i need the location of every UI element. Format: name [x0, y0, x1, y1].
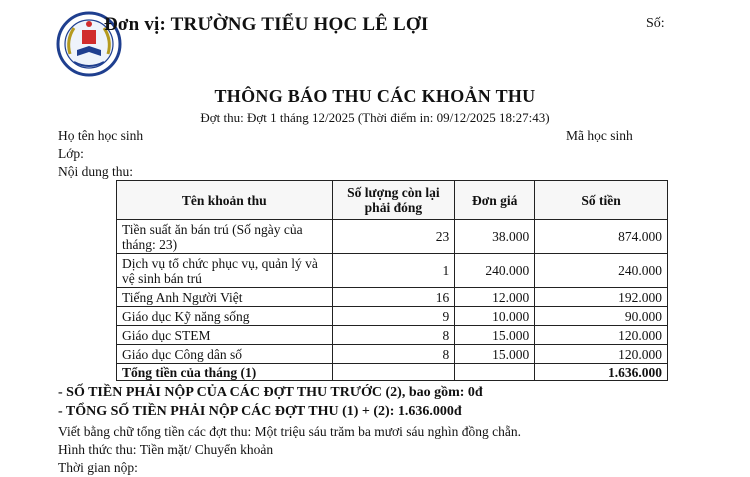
previous-payments-line: - SỐ TIỀN PHẢI NỘP CỦA CÁC ĐỢT THU TRƯỚC (2), bao gồm: 0đ	[58, 385, 483, 400]
fee-unit-price: 10.000	[455, 307, 535, 326]
table-row	[117, 326, 668, 345]
fee-unit-price: 38.000	[455, 220, 535, 254]
document-number-label: Số:	[646, 16, 665, 31]
fee-quantity: 1	[332, 254, 455, 288]
header-unit-price: Đơn giá	[455, 181, 535, 220]
fee-quantity: 9	[332, 307, 455, 326]
fee-quantity: 8	[332, 326, 455, 345]
header-fee-name: Tên khoản thu	[117, 181, 333, 220]
fee-unit-price: 15.000	[455, 326, 535, 345]
fee-amount: 874.000	[535, 220, 668, 254]
fee-name: Giáo dục Kỹ năng sống	[117, 307, 333, 326]
payment-method: Hình thức thu: Tiền mặt/ Chuyển khoản	[58, 442, 274, 457]
grand-total-line: - TỔNG SỐ TIỀN PHẢI NỘP CÁC ĐỢT THU (1) + (2): 1.636.000đ	[58, 404, 462, 419]
fee-name: Giáo dục Công dân số	[117, 345, 333, 364]
fee-quantity: 16	[332, 288, 455, 307]
table-header-row	[117, 181, 668, 220]
class-label: Lớp:	[58, 146, 84, 161]
fee-unit-price: 15.000	[455, 345, 535, 364]
unit-name: Đơn vị: TRƯỜNG TIỂU HỌC LÊ LỢI	[104, 14, 429, 35]
total-row	[117, 364, 668, 381]
fee-unit-price: 12.000	[455, 288, 535, 307]
total-amount: 1.636.000	[535, 364, 668, 381]
total-empty-cell	[455, 364, 535, 381]
fee-amount: 90.000	[535, 307, 668, 326]
fee-table	[116, 180, 668, 381]
notice-subtitle: Đợt thu: Đợt 1 tháng 12/2025 (Thời điểm in: 09/12/2025 18:27:43)	[200, 110, 550, 125]
fee-amount: 240.000	[535, 254, 668, 288]
fee-amount: 120.000	[535, 345, 668, 364]
fee-name: Dịch vụ tổ chức phục vụ, quản lý và vệ sinh bán trú	[117, 254, 333, 288]
table-row	[117, 220, 668, 254]
total-label: Tổng tiền của tháng (1)	[117, 364, 333, 381]
fee-quantity: 8	[332, 345, 455, 364]
student-code-label: Mã học sinh	[566, 128, 633, 143]
table-row	[117, 254, 668, 288]
amount-in-words: Viết bằng chữ tổng tiền các đợt thu: Một triệu sáu trăm ba mươi sáu nghìn đồng chẵn.	[58, 424, 522, 439]
fee-name: Giáo dục STEM	[117, 326, 333, 345]
payment-time: Thời gian nộp:	[58, 460, 138, 475]
content-label: Nội dung thu:	[58, 164, 134, 179]
header-amount: Số tiền	[535, 181, 668, 220]
fee-quantity: 23	[332, 220, 455, 254]
fee-name: Tiền suất ăn bán trú (Số ngày của tháng: 23)	[117, 220, 333, 254]
table-row	[117, 345, 668, 364]
fee-amount: 120.000	[535, 326, 668, 345]
fee-unit-price: 240.000	[455, 254, 535, 288]
notice-title: THÔNG BÁO THU CÁC KHOẢN THU	[214, 86, 536, 106]
table-row	[117, 288, 668, 307]
fee-name: Tiếng Anh Người Việt	[117, 288, 333, 307]
table-row	[117, 307, 668, 326]
student-name-label: Họ tên học sinh	[58, 128, 144, 143]
fee-amount: 192.000	[535, 288, 668, 307]
header-quantity: Số lượng còn lại phải đóng	[332, 181, 455, 220]
total-empty-cell	[332, 364, 455, 381]
